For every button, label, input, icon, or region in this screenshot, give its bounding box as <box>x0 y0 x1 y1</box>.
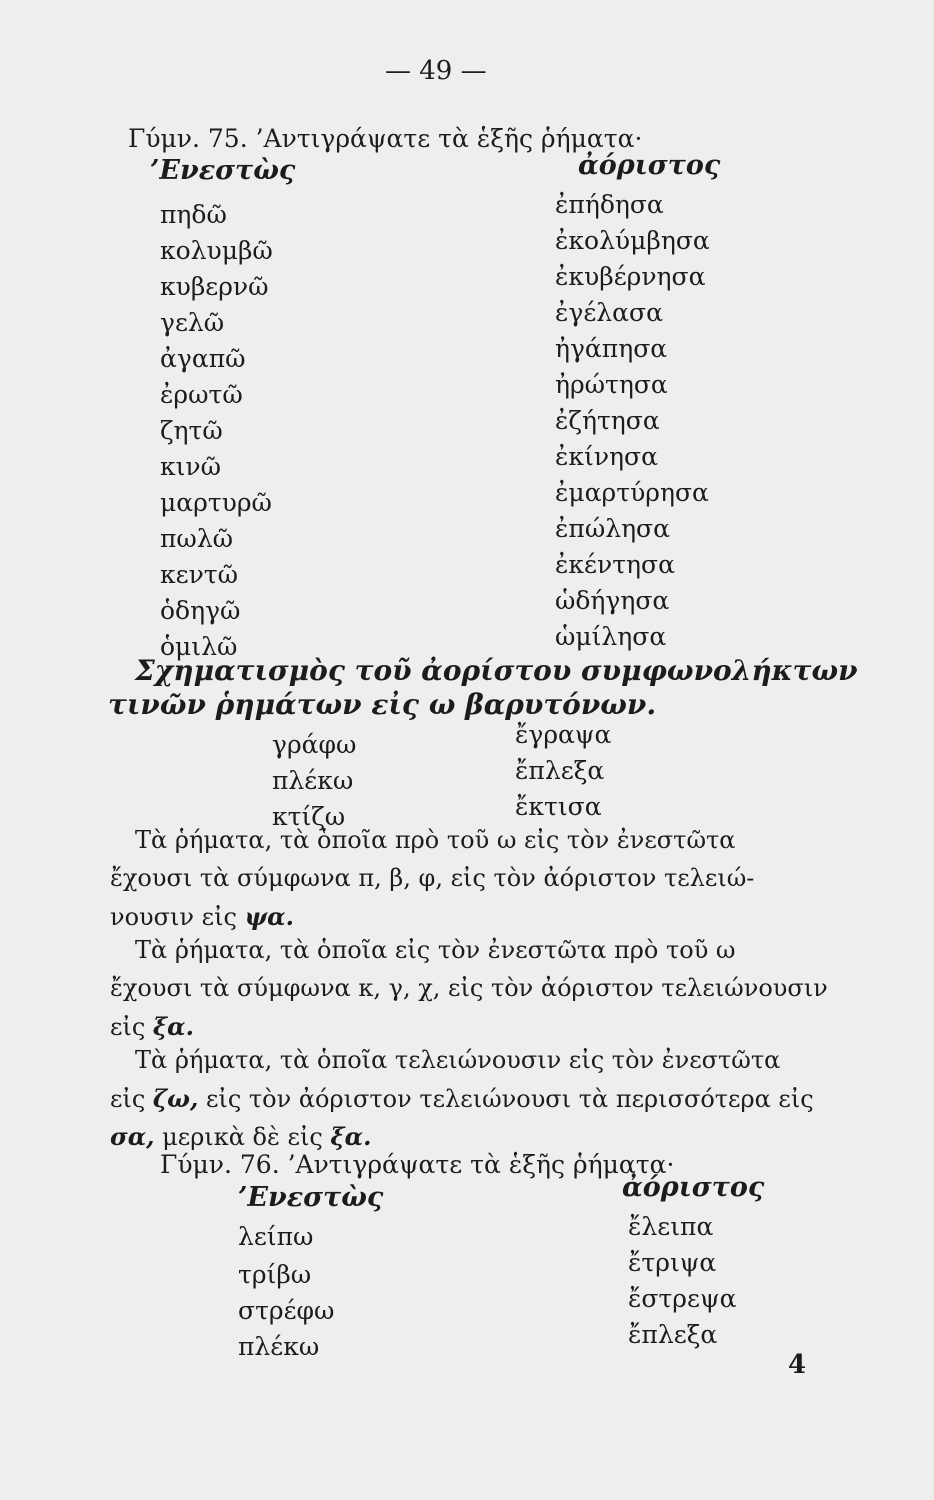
ex76-present-word: λείπω <box>238 1222 314 1251</box>
page-number: — 49 — <box>385 56 487 86</box>
ending-sa: σα, <box>110 1122 155 1151</box>
ex75-aorist-word: ἐπήδησα <box>555 190 664 219</box>
ex76-aorist-word: ἔτριψα <box>628 1248 717 1277</box>
ending-ksa: ξα. <box>330 1122 372 1151</box>
ex76-present-word: πλέκω <box>238 1332 320 1361</box>
ex75-present-word: κυβερνῶ <box>160 272 269 301</box>
ex75-present-word: κεντῶ <box>160 560 238 589</box>
ex75-aorist-word: ὡμίλησα <box>555 622 667 651</box>
ex75-aorist-word: ἐγέλασα <box>555 298 663 327</box>
ex75-aorist-word: ἐκέντησα <box>555 550 675 579</box>
ex75-present-header: ’Ενεστὼς <box>150 155 296 186</box>
ex75-aorist-word: ἐκυβέρνησα <box>555 262 706 291</box>
ex75-aorist-word: ἐζήτησα <box>555 406 660 435</box>
rule2-line3: εἰς ξα. <box>110 1012 194 1041</box>
rule3-line1: Τὰ ῥήματα, τὰ ὁποῖα τελειώνουσιν εἰς τὸν ἐνεστῶτα <box>135 1046 781 1074</box>
ex75-present-word: ἐρωτῶ <box>160 380 243 409</box>
ex75-present-word: μαρτυρῶ <box>160 488 272 517</box>
rule3-line3: σα, μερικὰ δὲ εἰς ξα. <box>110 1122 372 1151</box>
ending-ksa: ξα. <box>152 1012 194 1041</box>
ex75-aorist-word: ἠρώτησα <box>555 370 668 399</box>
rule2-line1: Τὰ ῥήματα, τὰ ὁποῖα εἰς τὸν ἐνεστῶτα πρὸ τοῦ ω <box>135 936 736 964</box>
ending-zo: ζω, <box>152 1084 199 1113</box>
ex75-present-word: ἀγαπῶ <box>160 344 246 373</box>
section-present-word: κτίζω <box>272 802 346 831</box>
ex75-aorist-word: ἠγάπησα <box>555 334 668 363</box>
ex75-aorist-word: ἐμαρτύρησα <box>555 478 709 507</box>
rule3-line2: εἰς ζω, εἰς τὸν ἀόριστον τελειώνουσι τὰ περισσότερα εἰς <box>110 1084 814 1113</box>
ex75-aorist-word: ἐπώλησα <box>555 514 671 543</box>
rule1-line3: νουσιν εἰς ψα. <box>110 902 294 931</box>
ex76-present-header: ’Ενεστὼς <box>238 1182 384 1213</box>
rule2-line2: ἔχουσι τὰ σύμφωνα κ, γ, χ, εἰς τὸν ἀόριστον τελειώνουσιν <box>110 974 828 1002</box>
section-aorist-word: ἔπλεξα <box>515 756 605 785</box>
ex76-aorist-header: ἀόριστος <box>622 1172 765 1203</box>
ex75-aorist-word: ἐκίνησα <box>555 442 658 471</box>
ex75-present-word: πηδῶ <box>160 200 227 229</box>
ex75-present-word: πωλῶ <box>160 524 234 553</box>
ex76-present-word: στρέφω <box>238 1296 335 1325</box>
rule1-line2: ἔχουσι τὰ σύμφωνα π, β, φ, εἰς τὸν ἀόριστον τελειώ- <box>110 864 755 892</box>
section-present-word: γράφω <box>272 730 357 759</box>
ex76-present-word: τρίβω <box>238 1260 312 1289</box>
ex75-present-word: ζητῶ <box>160 416 223 445</box>
section-heading-line1: Σχηματισμὸς τοῦ ἀορίστου συμφωνολήκτων <box>135 654 858 687</box>
ex76-aorist-word: ἔστρεψα <box>628 1284 737 1313</box>
section-aorist-word: ἔγραψα <box>515 720 612 749</box>
ex75-aorist-header: ἀόριστος <box>578 150 721 181</box>
ex75-present-word: κολυμβῶ <box>160 236 273 265</box>
exercise-76-instruction: Γύμν. 76. ’Αντιγράψατε τὰ ἑξῆς ῥήματα· <box>160 1150 675 1179</box>
section-present-word: πλέκω <box>272 766 354 795</box>
ex76-aorist-word: ἔλειπα <box>628 1212 714 1241</box>
exercise-75-instruction: Γύμν. 75. ’Αντιγράψατε τὰ ἑξῆς ῥήματα· <box>128 124 643 153</box>
ex75-present-word: ὁδηγῶ <box>160 596 241 625</box>
ex75-aorist-word: ἐκολύμβησα <box>555 226 710 255</box>
ex75-present-word: κινῶ <box>160 452 222 481</box>
ex75-aorist-word: ὡδήγησα <box>555 586 670 615</box>
signature-mark: 4 <box>788 1350 807 1380</box>
section-aorist-word: ἔκτισα <box>515 792 602 821</box>
section-heading-line2: τινῶν ῥημάτων εἰς ω βαρυτόνων. <box>108 688 657 721</box>
ex76-aorist-word: ἔπλεξα <box>628 1320 718 1349</box>
rule1-line1: Τὰ ῥήματα, τὰ ὁποῖα πρὸ τοῦ ω εἰς τὸν ἐνεστῶτα <box>135 826 736 854</box>
ex75-present-word: γελῶ <box>160 308 225 337</box>
ending-psa: ψα. <box>244 902 294 931</box>
ex75-present-word: ὁμιλῶ <box>160 632 238 661</box>
